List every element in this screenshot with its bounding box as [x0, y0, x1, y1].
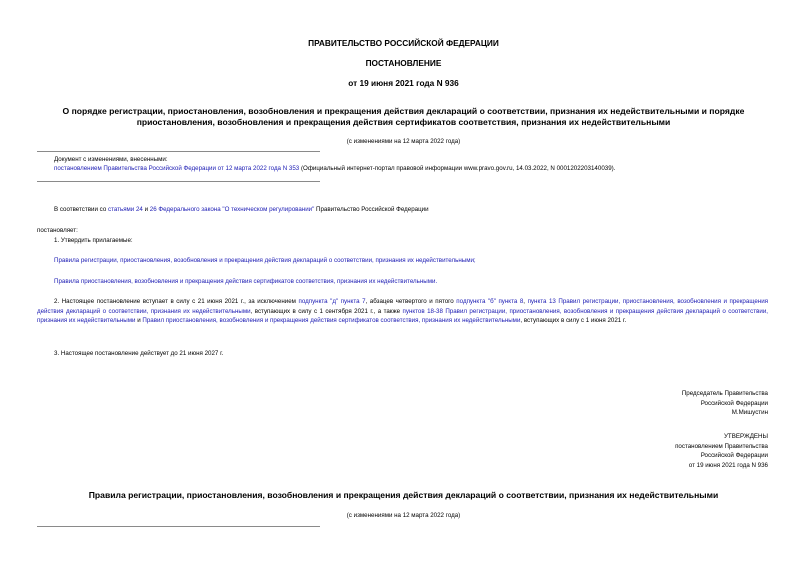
approval-line-3: Российской Федерации [700, 452, 768, 459]
signature-block [682, 389, 768, 418]
rules-declarations-link[interactable]: Правила регистрации, приостановления, возобновления и прекращения действия деклараций о соответствии, признания их недействительными; [54, 257, 476, 264]
law-article-24-link[interactable]: статьями 24 [107, 206, 143, 213]
rules-certificates-link[interactable]: Правила приостановления, возобновления и прекращения действия сертификатов соответствия, признания их недействительными. [54, 278, 438, 285]
preamble-text-2: и [142, 206, 150, 213]
changes-note: (с изменениями на 12 марта 2022 года) [346, 138, 461, 145]
item-2-text-c: , [523, 298, 528, 305]
item-2-link-3[interactable]: пункта 13 Правил регистрации, приостановления, возобновления и прекращения действия деклараций о соответствии, признания их недействительными [37, 298, 769, 315]
document-date-number: от 19 июня 2021 года N 936 [348, 78, 459, 88]
item-2-link-1[interactable]: подпункта "д" пункта 7 [298, 298, 366, 305]
rules-changes-note: (с изменениями на 12 марта 2022 года) [346, 512, 461, 519]
item-2-text-b: , абзацев четвертого и пятого [365, 298, 457, 305]
rules-title: Правила регистрации, приостановления, возобновления и прекращения действия деклараций о соответствии, признания их недействительными [88, 490, 719, 500]
amendments-line [54, 164, 615, 173]
item-2-link-2[interactable]: подпункта "б" пункта 8 [456, 298, 524, 305]
divider-top [37, 151, 320, 152]
item-2-link-4[interactable]: пунктов 18-38 Правил регистрации, приостановления, возобновления и прекращения действия деклараций о соответствии, признания их недействительными [37, 307, 768, 324]
document-title-line-2: приостановления, возобновления и прекращения действия сертификатов соответствия, признания их недействительными [136, 117, 671, 127]
preamble [54, 205, 429, 214]
document-title-line-1: О порядке регистрации, приостановления, возобновления и прекращения действия деклараций о соответствии, признания их недействительными и порядке [62, 106, 745, 116]
item-2-text-e: и [135, 317, 143, 324]
document-type: ПОСТАНОВЛЕНИЕ [365, 58, 442, 68]
item-1: 1. Утвердить прилагаемые: [54, 237, 133, 244]
preamble-text-3: Правительство Российской Федерации [314, 206, 429, 213]
item-2-text-d: , вступающих в силу с 1 сентября 2021 г., а также [250, 307, 403, 315]
signature-line-3: М.Мишустин [731, 409, 768, 416]
decrees-word: постановляет: [37, 227, 78, 234]
item-2-text-a: 2. Настоящее постановление вступает в силу с 21 июня 2021 г., за исключением [54, 298, 299, 305]
approval-line-1: УТВЕРЖДЕНЫ [724, 433, 768, 440]
amendment-source: (Официальный интернет-портал правовой информации www.pravo.gov.ru, 14.03.2022, N 0001202203140039). [299, 165, 616, 172]
authority-heading: ПРАВИТЕЛЬСТВО РОССИЙСКОЙ ФЕДЕРАЦИИ [308, 38, 499, 48]
preamble-text-1: В соответствии со [54, 206, 108, 213]
item-2-text-f: , вступающих в силу с 1 июня 2021 г. [520, 317, 627, 324]
item-2 [37, 297, 768, 326]
item-3: 3. Настоящее постановление действует до 21 июня 2027 г. [54, 350, 224, 357]
amendments-intro: Документ с изменениями, внесенными: [54, 156, 168, 163]
approval-line-2: постановлением Правительства [675, 442, 768, 450]
signature-line-2: Российской Федерации [700, 399, 768, 407]
divider-bottom [37, 181, 320, 182]
law-article-26-link[interactable]: 26 Федерального закона "О техническом регулировании" [149, 206, 315, 213]
approval-line-4: от 19 июня 2021 года N 936 [688, 461, 768, 469]
approval-block [675, 432, 768, 470]
divider-rules [37, 526, 320, 527]
amendment-link[interactable]: постановлением Правительства Российской Федерации от 12 марта 2022 года N 353 [54, 165, 300, 172]
signature-line-1: Председатель Правительства [681, 390, 768, 397]
item-2-link-5[interactable]: Правил приостановления, возобновления и прекращения действия сертификатов соответствия, признания их недействительными [142, 317, 521, 324]
